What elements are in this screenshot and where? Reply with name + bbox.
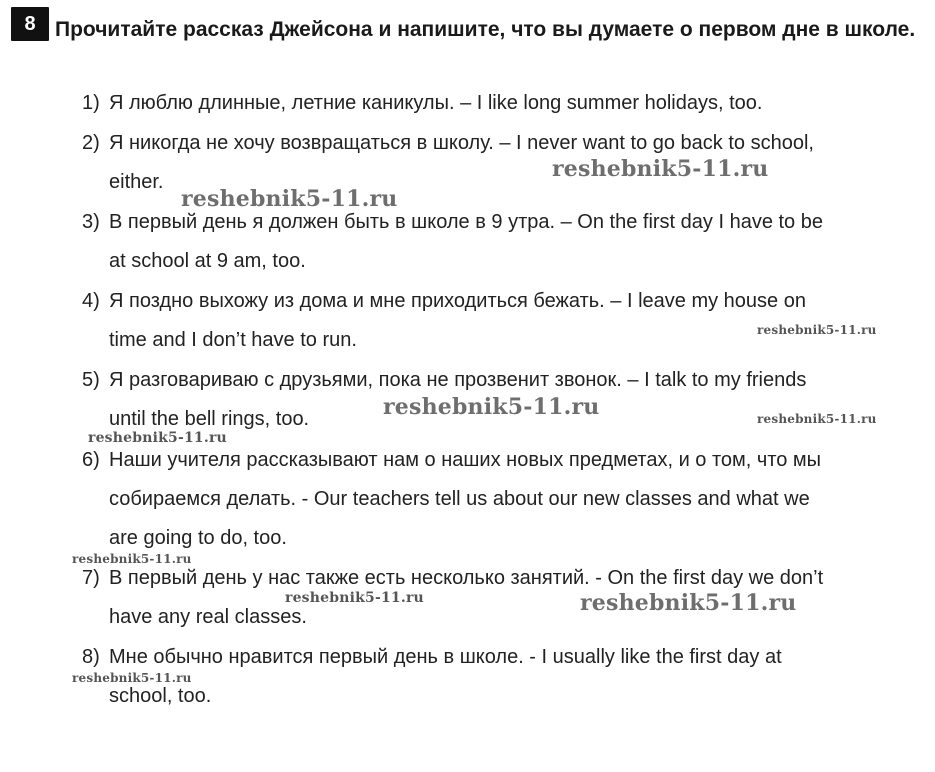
task-title: Прочитайте рассказ Джейсона и напишите, что вы думаете о первом дне в школе. <box>55 18 916 41</box>
answer-item-5 <box>82 361 922 439</box>
answer-item-4 <box>82 282 922 360</box>
watermark: reshebnik5-11.ru <box>383 394 600 420</box>
item-text-line1: Я поздно выхожу из дома и мне приходиться бежать. – I leave my house on <box>109 290 806 312</box>
answer-item-1 <box>82 84 922 123</box>
item-number: 4) <box>82 290 100 312</box>
item-text-line3: are going to do, too. <box>109 527 287 549</box>
item-text-line2: until the bell rings, too. <box>109 408 310 430</box>
item-text-line1: Я люблю длинные, летние каникулы. – I like long summer holidays, too. <box>109 92 763 114</box>
item-text-line1: Я никогда не хочу возвращаться в школу. – I never want to go back to school, <box>109 132 814 154</box>
item-text-line2: at school at 9 am, too. <box>109 250 306 272</box>
watermark: reshebnik5-11.ru <box>181 186 398 212</box>
watermark: reshebnik5-11.ru <box>580 590 797 616</box>
item-number: 1) <box>82 92 100 114</box>
item-text-line2: have any real classes. <box>109 606 307 628</box>
item-number: 8) <box>82 646 100 668</box>
item-text-line1: Наши учителя рассказывают нам о наших новых предметах, и о том, что мы <box>109 449 822 471</box>
answer-item-2 <box>82 124 922 202</box>
item-number: 3) <box>82 211 100 233</box>
watermark: reshebnik5-11.ru <box>757 323 877 337</box>
item-text-line1: В первый день я должен быть в школе в 9 утра. – On the first day I have to be <box>109 211 823 233</box>
item-text-line1: В первый день у нас также есть несколько занятий. - On the first day we don’t <box>109 567 824 589</box>
watermark: reshebnik5-11.ru <box>552 156 769 182</box>
watermark: reshebnik5-11.ru <box>72 671 192 685</box>
item-number: 2) <box>82 132 100 154</box>
item-text-line2: собираемся делать. - Our teachers tell us about our new classes and what we <box>109 488 810 510</box>
item-text-line1: Я разговариваю с друзьями, пока не прозвенит звонок. – I talk to my friends <box>109 369 807 391</box>
watermark: reshebnik5-11.ru <box>757 412 877 426</box>
answer-item-7 <box>82 559 922 637</box>
watermark: reshebnik5-11.ru <box>88 430 227 446</box>
item-number: 7) <box>82 567 100 589</box>
answer-item-3 <box>82 203 922 281</box>
item-text-line1: Мне обычно нравится первый день в школе. - I usually like the first day at <box>109 646 782 668</box>
task-number-badge: 8 <box>11 7 49 41</box>
answer-item-6 <box>82 441 922 558</box>
item-text-line2: school, too. <box>109 685 212 707</box>
watermark: reshebnik5-11.ru <box>72 552 192 566</box>
watermark: reshebnik5-11.ru <box>285 590 424 606</box>
item-number: 6) <box>82 449 100 471</box>
item-number: 5) <box>82 369 100 391</box>
item-text-line2: either. <box>109 171 164 193</box>
answer-item-8 <box>82 638 922 716</box>
item-text-line2: time and I don’t have to run. <box>109 329 357 351</box>
